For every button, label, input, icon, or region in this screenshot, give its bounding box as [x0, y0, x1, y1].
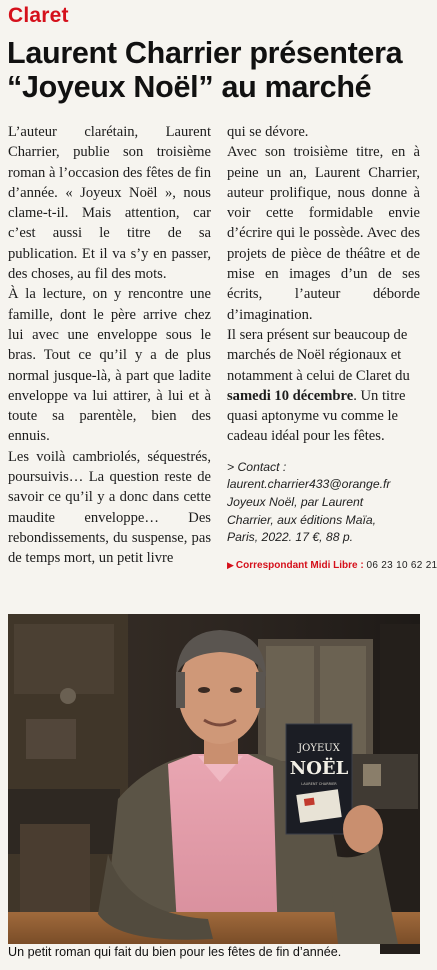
paragraph-text: Il sera présent sur beaucoup de marchés de Noël régionaux et notamment à celui de Claret du	[227, 326, 410, 384]
photo-caption: Un petit roman qui fait du bien pour les fêtes de fin d’année.	[8, 945, 342, 959]
correspondent-phone: 06 23 10 62 21	[366, 559, 437, 571]
paragraph: Les voilà cambriolés, séquestrés, poursuivis… La question reste de savoir ce qu’il y a donc dans cette maudite enveloppe… Des rebondissements, du suspense, pas de temps mort, un petit livre	[8, 448, 211, 567]
triangle-icon: ▶	[227, 559, 234, 570]
book-title-top: JOYEUX	[298, 743, 340, 754]
paragraph: L’auteur clarétain, Laurent Charrier, publie son troisième roman à l’occasion des fêtes de fin d’année. « Joyeux Noël », nous clame-t-il. Mais attention, car c’est aussi le titre de sa publication. Et il va s’y en passer, des choses, au fil des mots.	[8, 124, 211, 283]
book-author: LAURENT CHARRIER	[301, 782, 337, 786]
headline-line-2: “Joyeux Noël” au marché	[7, 70, 372, 104]
author-photo-illustration	[8, 614, 420, 944]
contact-block	[227, 459, 420, 547]
author-photo	[8, 614, 420, 944]
contact-book-line: Joyeux Noël, par Laurent	[227, 494, 364, 509]
contact-book-line: Charrier, aux éditions Maïa,	[227, 512, 377, 527]
event-date: samedi 10 décembre	[227, 387, 354, 404]
column-1	[8, 122, 211, 569]
paragraph	[227, 325, 420, 447]
contact-email[interactable]: laurent.charrier433@orange.fr	[227, 477, 391, 492]
contact-book-line: Paris, 2022. 17 €, 88 p.	[227, 530, 354, 545]
headline	[7, 36, 422, 104]
book-title-main: NOËL	[289, 758, 349, 779]
contact-label: > Contact :	[227, 459, 287, 474]
correspondent-line	[227, 555, 437, 576]
paragraph: qui se dévore.	[227, 124, 309, 140]
paragraph-text: . Un titre quasi aptonyme vu comme le cadeau idéal pour les fêtes.	[227, 387, 406, 445]
paragraph: Avec son troisième titre, en à peine un an, Laurent Charrier, auteur prolifique, nous donne à voir cette formidable envie d’écrire qui le possède. Avec des projets de pièce de théâtre et de mise en images d’un de ses écrits, l’auteur déborde d’imagination.	[227, 144, 420, 323]
correspondent-label: Correspondant Midi Libre :	[235, 559, 364, 571]
column-2	[227, 122, 437, 576]
headline-line-1: Laurent Charrier présentera	[7, 36, 403, 70]
paragraph: À la lecture, on y rencontre une famille, dont le père arrive chez lui avec une enveloppe sous le bras. Tout ce qu’il y a de plus normal jusque-là, à part que ladite enveloppe va lui attirer, à lui et à toute sa parentèle, bien des ennuis.	[8, 286, 211, 445]
section-kicker: Claret	[8, 4, 69, 27]
article-body	[8, 122, 437, 608]
